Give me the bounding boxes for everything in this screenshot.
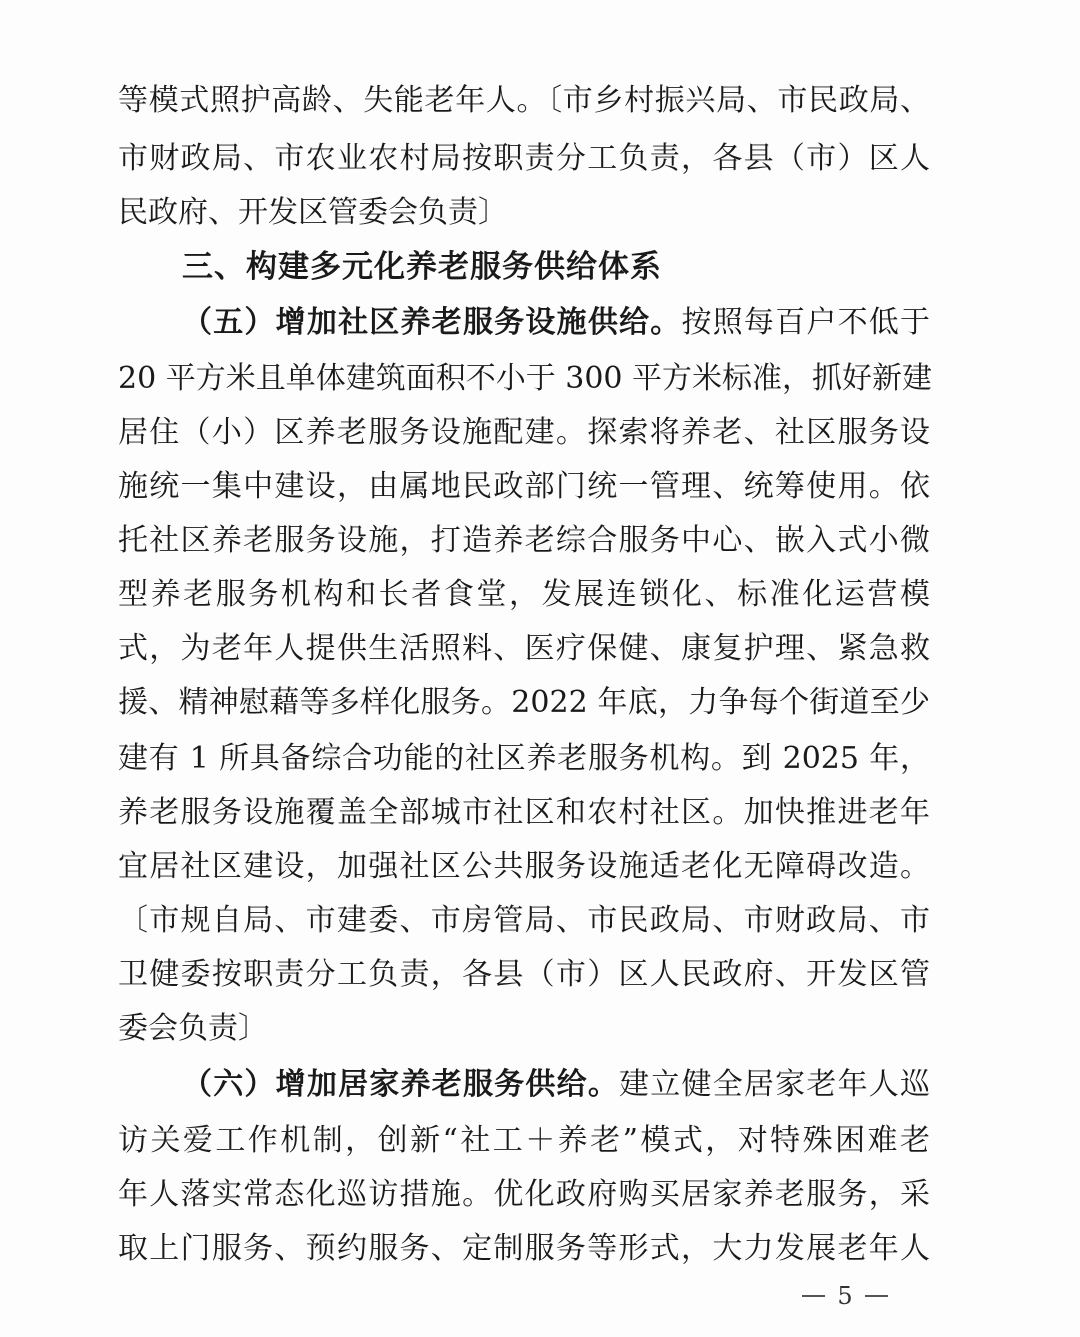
section-6-first-line xyxy=(182,1058,930,1112)
text-line: 宜居社区建设，加强社区公共服务设施适老化无障碍改造。 xyxy=(118,849,930,884)
section-5-title: （五）增加社区养老服务设施供给。 xyxy=(182,305,682,340)
page-number xyxy=(790,1278,900,1314)
text-line: 年人落实常态化巡访措施。优化政府购买居家养老服务，采 xyxy=(118,1177,930,1212)
text-line: 居住（小）区养老服务设施配建。探索将养老、社区服务设 xyxy=(118,415,930,450)
text-line: 施统一集中建设，由属地民政部门统一管理、统筹使用。依 xyxy=(118,469,930,504)
text-line: 取上门服务、预约服务、定制服务等形式，大力发展老年人 xyxy=(118,1231,930,1266)
section-5-first-text: 按照每百户不低于 xyxy=(681,305,931,340)
text-line: 20 平方米且单体建筑面积不小于 300 平方米标准，抓好新建 xyxy=(118,361,933,396)
text-line: 〔市规自局、市建委、市房管局、市民政局、市财政局、市 xyxy=(118,903,930,938)
text-line: 等模式照护高龄、失能老年人。〔市乡村振兴局、市民政局、 xyxy=(118,83,930,118)
text-line: 访关爱工作机制，创新“社工＋养老”模式，对特殊困难老 xyxy=(118,1123,930,1158)
text-line: 建有 1 所具备综合功能的社区养老服务机构。到 2025 年， xyxy=(118,741,930,776)
page-number-value: 5 xyxy=(837,1282,853,1310)
text-line: 委会负责〕 xyxy=(118,1011,268,1046)
text-line: 托社区养老服务设施，打造养老综合服务中心、嵌入式小微 xyxy=(118,523,930,558)
text-line: 民政府、开发区管委会负责〕 xyxy=(118,195,508,230)
section-6-title: （六）增加居家养老服务供给。 xyxy=(182,1067,620,1102)
text-line: 型养老服务机构和长者食堂，发展连锁化、标准化运营模 xyxy=(118,577,930,612)
text-line: 援、精神慰藉等多样化服务。2022 年底，力争每个街道至少 xyxy=(118,685,930,720)
page-number-dash-right xyxy=(865,1295,888,1297)
section-heading: 三、构建多元化养老服务供给体系 xyxy=(182,249,662,285)
text-line: 市财政局、市农业农村局按职责分工负责，各县（市）区人 xyxy=(118,141,930,176)
text-line: 式，为老年人提供生活照料、医疗保健、康复护理、紧急救 xyxy=(118,631,930,666)
text-line: 卫健委按职责分工负责，各县（市）区人民政府、开发区管 xyxy=(118,957,930,992)
section-6-first-text: 建立健全居家老年人巡 xyxy=(619,1067,931,1102)
page-number-dash-left xyxy=(802,1295,825,1297)
text-line: 养老服务设施覆盖全部城市社区和农村社区。加快推进老年 xyxy=(118,795,930,830)
section-5-first-line xyxy=(182,296,930,350)
